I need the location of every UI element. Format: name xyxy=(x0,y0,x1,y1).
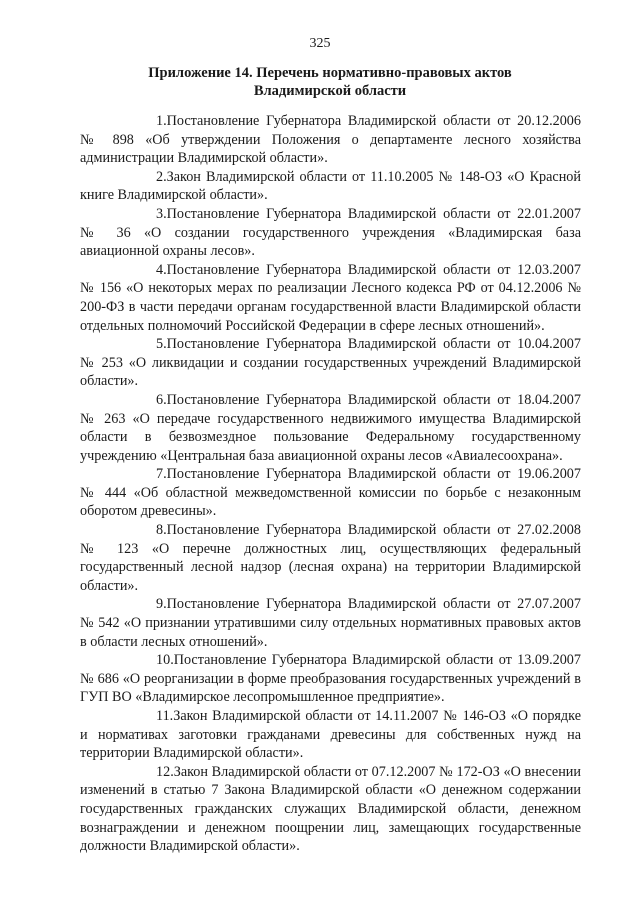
list-item-number: 11. xyxy=(156,708,174,724)
list-item xyxy=(80,168,581,205)
list-item xyxy=(80,391,581,465)
list-item-number: 3. xyxy=(156,205,167,222)
list-item xyxy=(80,595,581,651)
list-item-number: 5. xyxy=(156,336,167,353)
list-item-text: Постановление Губернатора Владимирской области от 27.02.2008 № 123 «О перечне должностных лиц, осуществляющих федеральный государственный лесной надзор (лесная охрана) на территории Владимирской области». xyxy=(80,522,581,594)
list-item-text: Закон Владимирской области от 07.12.2007 № 172-ОЗ «О внесении изменений в статью 7 Закона Владимирской области «О денежном содержании государственных гражданских служащих Владимирской области, денежном вознаграждении и денежном поощрении лиц, замещающих государственные должности Владимирской области». xyxy=(80,763,581,855)
list-item-text: Постановление Губернатора Владимирской области от 18.04.2007 № 263 «О передаче государственного недвижимого имущества Владимирской области в безвозмездное пользование Федеральному государственному учреждению «Центральная база авиационной охраны лесов «Авиалесоохрана». xyxy=(80,391,581,464)
list-item-number: 6. xyxy=(156,391,167,408)
list-item-number: 1. xyxy=(156,113,167,129)
heading-line-1: Приложение 14. Перечень нормативно-правовых актов xyxy=(148,65,512,81)
list-item xyxy=(80,763,581,856)
list-item xyxy=(80,465,581,521)
list-item xyxy=(80,205,581,261)
document-heading xyxy=(80,64,580,100)
list-item-number: 10. xyxy=(156,652,174,669)
list-item xyxy=(80,707,581,763)
list-item xyxy=(80,112,581,168)
legal-acts-list xyxy=(80,112,581,856)
list-item xyxy=(80,335,581,391)
list-item-number: 4. xyxy=(156,261,167,278)
list-item-text: Постановление Губернатора Владимирской области от 22.01.2007 № 36 «О создании государственного учреждения «Владимирская база авиационной охраны лесов». xyxy=(80,205,581,260)
list-item xyxy=(80,261,581,335)
list-item-text: Постановление Губернатора Владимирской области от 12.03.2007 № 156 «О некоторых мерах по реализации Лесного кодекса РФ от 04.12.2006 № 200-ФЗ в части передачи органам государственной власти Владимирской области отдельных полномочий Российской Федерации в сфере лесных отношений». xyxy=(80,261,581,334)
list-item-number: 9. xyxy=(156,596,167,613)
list-item-number: 7. xyxy=(156,466,167,483)
list-item-text: Постановление Губернатора Владимирской области от 10.04.2007 № 253 «О ликвидации и создании государственных учреждений Владимирской области». xyxy=(80,336,581,390)
list-item-text: Постановление Губернатора Владимирской области от 27.07.2007 № 542 «О признании утратившими силу отдельных нормативных правовых актов в области лесных отношений». xyxy=(80,596,581,650)
list-item-text: Постановление Губернатора Владимирской области от 13.09.2007 № 686 «О реорганизации в форме преобразования государственных учреждений в ГУП ВО «Владимирское лесопромышленное предприятие». xyxy=(80,652,581,706)
list-item-number: 2. xyxy=(156,168,167,185)
list-item-number: 12. xyxy=(156,763,174,780)
list-item-text: Закон Владимирской области от 14.11.2007 № 146-ОЗ «О порядке и нормативах заготовки гражданами древесины для собственных нужд на территории Владимирской области». xyxy=(80,708,581,762)
list-item-number: 8. xyxy=(156,522,167,539)
list-item-text: Постановление Губернатора Владимирской области от 20.12.2006 № 898 «Об утверждении Положения о департаменте лесного хозяйства администрации Владимирской области». xyxy=(80,113,581,167)
heading-line-2: Владимирской области xyxy=(253,83,407,99)
page-number: 325 xyxy=(309,36,331,51)
list-item-text: Постановление Губернатора Владимирской области от 19.06.2007 № 444 «Об областной межведомственной комиссии по борьбе с незаконным оборотом древесины». xyxy=(80,466,581,520)
list-item xyxy=(80,521,581,595)
list-item xyxy=(80,651,581,707)
list-item-text: Закон Владимирской области от 11.10.2005 № 148-ОЗ «О Красной книге Владимирской области». xyxy=(80,168,581,204)
